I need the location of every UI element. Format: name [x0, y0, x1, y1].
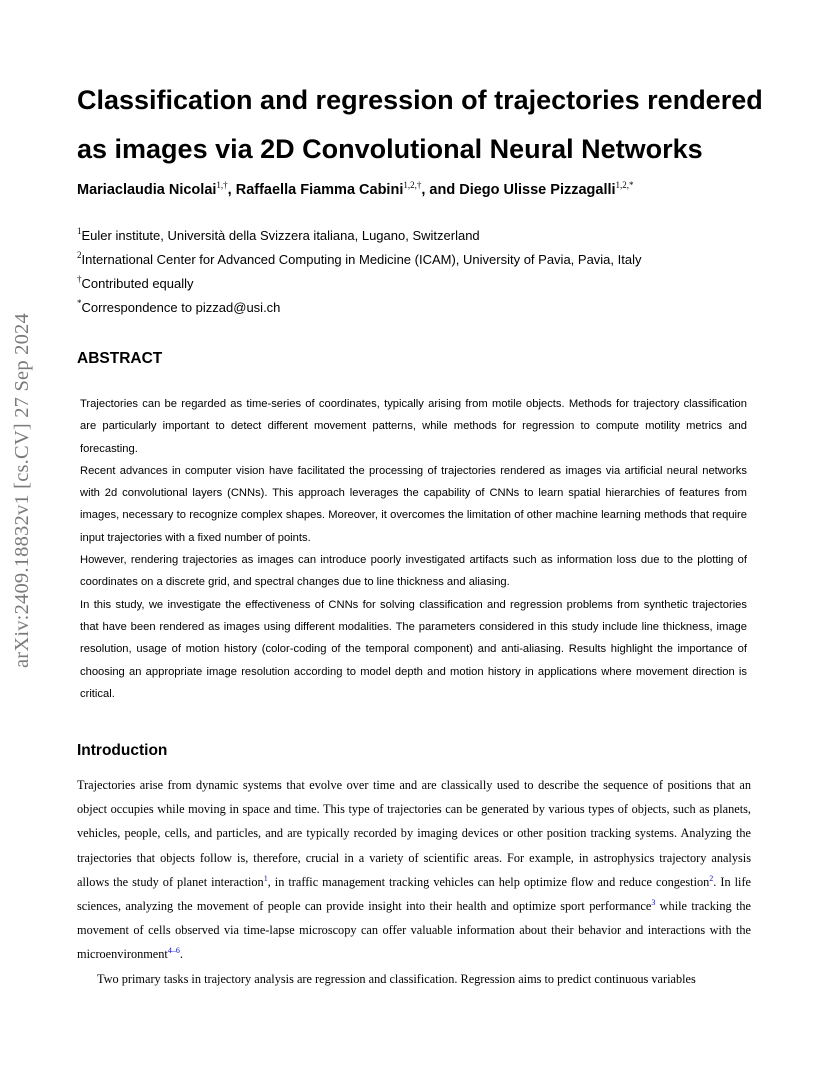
affiliation-line: [77, 228, 480, 244]
body-text: while tracking the movement of cells observed via time-lapse microscopy can offer valuable information about their behavior and interactions with the microenvironment: [77, 899, 752, 962]
body-text: . In life sciences, analyzing the movement of people can provide insight into their health and optimize sport performance: [77, 874, 752, 914]
affiliation-line: [77, 300, 280, 316]
author-name: Mariaclaudia Nicolai: [77, 182, 217, 198]
abstract-paragraph: Trajectories can be regarded as time-series of coordinates, typically arising from motile objects. Methods for trajectory classification are particularly important to detect different movement patterns, while methods for regression to compute motility metrics and forecasting.: [80, 398, 747, 455]
author-separator: ,: [227, 182, 236, 198]
affiliation-mark: 2: [77, 250, 82, 260]
abstract-paragraph: In this study, we investigate the effectiveness of CNNs for solving classification and regression problems from synthetic trajectories that have been rendered as images using different modalities. The parameters considered in this study include line thickness, image resolution, usage of motion history (color-coding of the temporal component) and anti-aliasing. Results highlight the importance of choosing an appropriate image resolution according to model depth and motion history in applications where movement direction is critical.: [80, 598, 747, 700]
body-paragraph: Two primary tasks in trajectory analysis are regression and classification. Regression aims to predict continuous variables: [97, 971, 696, 986]
affiliation-text: Contributed equally: [81, 276, 194, 291]
author-separator: , and: [421, 182, 460, 198]
affiliation-text: International Center for Advanced Computing in Medicine (ICAM), University of Pavia, Pavia, Italy: [81, 252, 642, 267]
citation-link[interactable]: 2: [709, 873, 714, 883]
abstract-heading: ABSTRACT: [77, 350, 163, 367]
citation-link[interactable]: 1: [263, 873, 268, 883]
affiliation-mark: *: [77, 298, 82, 308]
author-name: Diego Ulisse Pizzagalli: [459, 182, 616, 198]
affiliation-mark: †: [77, 274, 82, 284]
arxiv-identifier-stamp: arXiv:2409.18832v1 [cs.CV] 27 Sep 2024: [11, 313, 33, 668]
author-affiliation-marks: 1,2,*: [615, 180, 634, 190]
paper-title: Classification and regression of trajectories rendered as images via 2D Convolutional Neural Networks: [77, 85, 763, 164]
affiliation-text: Euler institute, Università della Svizzera italiana, Lugano, Switzerland: [81, 228, 480, 243]
author-affiliation-marks: 1,2,†: [403, 180, 422, 190]
body-text: Trajectories arise from dynamic systems that evolve over time and are classically used to describe the sequence of positions that an object occupies while moving in space and time. This type of trajectories can be generated by various types of objects, such as planets, vehicles, people, cells, and particles, and are typically recorded by imaging devices or other position tracking systems. Analyzing the trajectories that objects follow is, therefore, crucial in a variety of scientific areas. For example, in astrophysics trajectory analysis allows the study of planet interaction: [77, 778, 751, 889]
author-affiliation-marks: 1,†: [216, 180, 228, 190]
introduction-body: [77, 773, 751, 991]
author-name: Raffaella Fiamma Cabini: [235, 182, 404, 198]
affiliation-line: [77, 276, 194, 292]
affiliation-line: [77, 252, 641, 268]
citation-link[interactable]: 4–6: [167, 946, 180, 956]
abstract-paragraph: However, rendering trajectories as images can introduce poorly investigated artifacts such as information loss due to the plotting of coordinates on a discrete grid, and spectral changes due to line thickness and aliasing.: [80, 554, 747, 589]
author-list: [77, 180, 797, 200]
affiliation-mark: 1: [77, 226, 82, 236]
body-paragraph: [77, 773, 751, 967]
body-text: , in traffic management tracking vehicles can help optimize flow and reduce congestion: [267, 874, 710, 889]
affiliation-text: Correspondence to pizzad@usi.ch: [81, 300, 281, 315]
abstract-paragraph: Recent advances in computer vision have facilitated the processing of trajectories rendered as images via artificial neural networks with 2d convolutional layers (CNNs). This approach leverages the capability of CNNs to learn spatial hierarchies of features from images, necessary to recognize complex shapes. Moreover, it overcomes the limitation of other machine learning methods that require input trajectories with a fixed number of points.: [80, 464, 747, 544]
citation-link[interactable]: 3: [651, 898, 656, 908]
section-heading-introduction: Introduction: [77, 742, 168, 759]
body-text: .: [179, 947, 183, 962]
abstract-body: [80, 393, 747, 705]
